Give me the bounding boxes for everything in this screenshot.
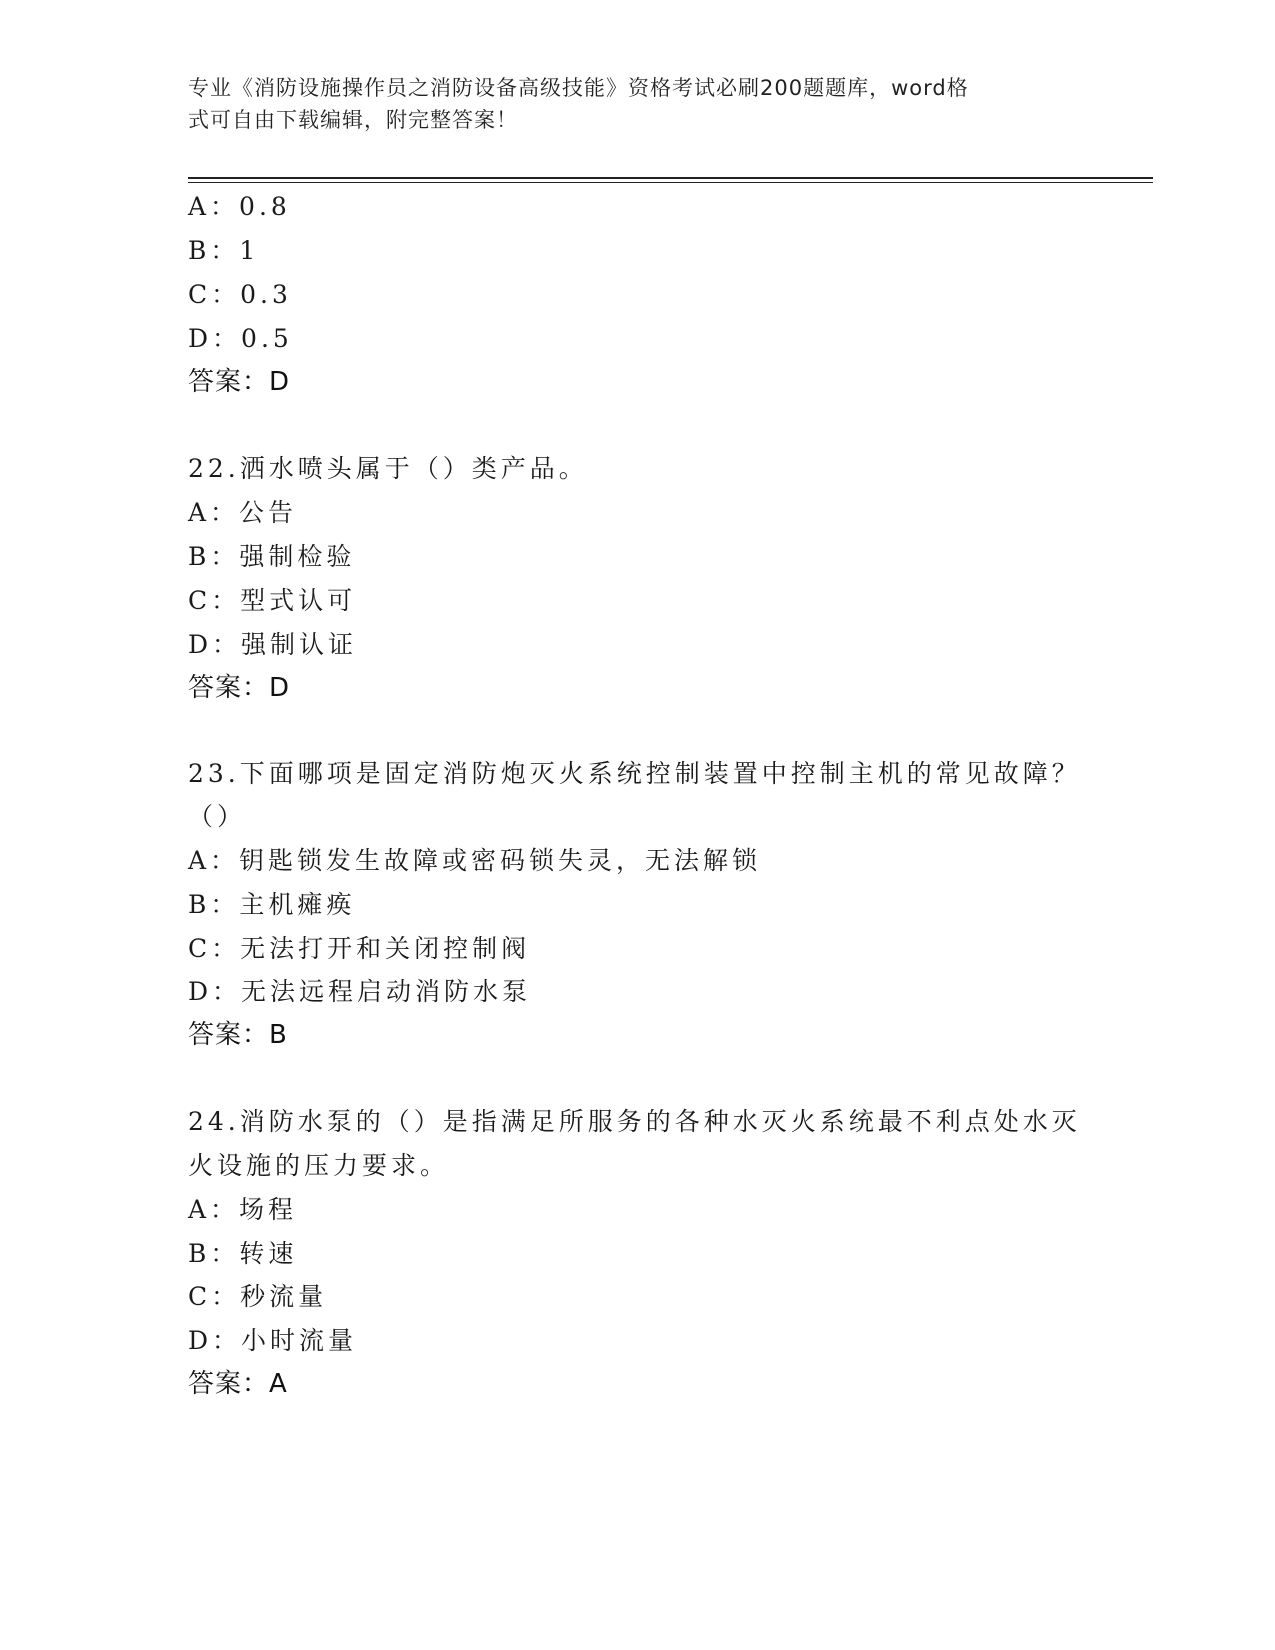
q22-question: 22.洒水喷头属于（）类产品。	[188, 454, 588, 483]
q21-option-b: B：1	[188, 236, 260, 265]
q24-option-d: D：小时流量	[188, 1326, 358, 1355]
q23-option-c: C：无法打开和关闭控制阀	[188, 934, 531, 963]
q24-question-line-1: 24.消防水泵的（）是指满足所服务的各种水灭火系统最不利点处水灭	[188, 1107, 1081, 1136]
q22-option-b: B：强制检验	[188, 542, 356, 571]
header-line-2: 式可自由下载编辑，附完整答案！	[188, 108, 518, 132]
q24-option-b: B：转速	[188, 1239, 298, 1268]
q24-answer: 答案：A	[188, 1369, 288, 1399]
q24-option-c: C：秒流量	[188, 1282, 328, 1311]
q21-answer: 答案：D	[188, 367, 291, 397]
q24-question-line-2: 火设施的压力要求。	[188, 1151, 450, 1180]
q21-option-d: D：0.5	[188, 324, 293, 353]
q23-question-line-1: 23.下面哪项是固定消防炮灭火系统控制装置中控制主机的常见故障？	[188, 759, 1081, 788]
q22-option-d: D：强制认证	[188, 630, 358, 659]
header-divider-thick	[188, 177, 1153, 179]
q23-option-b: B：主机瘫痪	[188, 890, 356, 919]
q23-option-a: A：钥匙锁发生故障或密码锁失灵，无法解锁	[188, 846, 762, 875]
q22-option-a: A：公告	[188, 498, 298, 527]
document-header	[188, 72, 1068, 136]
q21-option-a: A：0.8	[188, 192, 291, 221]
header-line-1: 专业《消防设施操作员之消防设备高级技能》资格考试必刷200题题库，word格	[188, 76, 969, 100]
q21-option-c: C：0.3	[188, 280, 292, 309]
q23-option-d: D：无法远程启动消防水泵	[188, 977, 532, 1006]
q22-answer: 答案：D	[188, 673, 291, 703]
q23-answer: 答案：B	[188, 1020, 288, 1050]
q24-option-a: A：场程	[188, 1195, 298, 1224]
q23-question-line-2: （）	[188, 802, 247, 831]
q22-option-c: C：型式认可	[188, 586, 357, 615]
header-divider-thin	[188, 182, 1153, 183]
